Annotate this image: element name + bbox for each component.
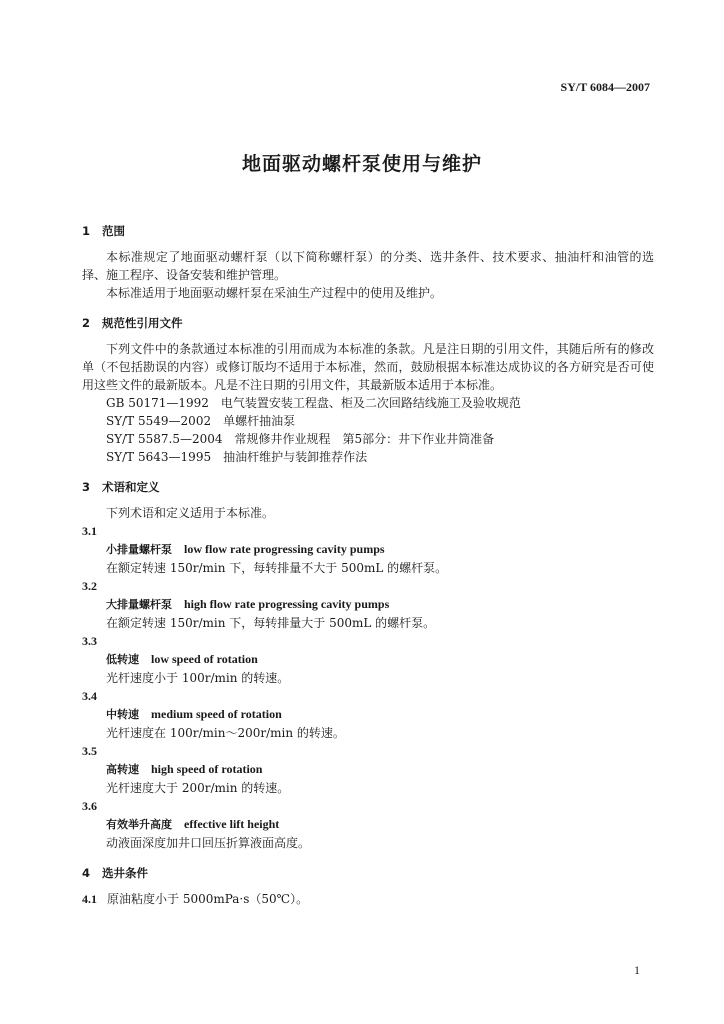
term-en: effective lift height [184,817,280,831]
section-title: 选井条件 [102,866,149,880]
term-heading [82,540,654,559]
term-cn: 高转速 [106,763,139,776]
section-number: 1 [82,224,91,238]
term-number: 3.6 [82,799,97,813]
term-number: 3.4 [82,689,97,703]
term-definition: 在额定转速 150r/min 下，每转排量大于 500mL 的螺杆泵。 [106,616,436,630]
paragraph: 下列文件中的条款通过本标准的引用而成为本标准的条款。凡是注日期的引用文件，其随后所有的修改单（不包括勘误的内容）或修订版均不适用于本标准，然而，鼓励根据本标准达成协议的各方研究是否可使用这些文件的最新版本。凡是不注日期的引用文件，其最新版本适用于本标准。 [82,342,654,392]
term-definition: 光杆速度大于 200r/min 的转速。 [106,781,290,795]
section-number: 3 [82,480,91,494]
reference-item: SY/T 5587.5—2004 常规修井作业规程 第5部分：井下作业井筒准备 [106,432,495,446]
clause-4-1 [82,890,654,908]
section-2-heading [82,314,654,332]
paragraph: 下列术语和定义适用于本标准。 [106,506,275,520]
term-en: high flow rate progressing cavity pumps [184,597,390,611]
section-3-heading [82,478,654,496]
term-heading [82,650,654,669]
clause-text: 原油粘度小于 5000mPa·s（50℃）。 [107,892,309,906]
section-number: 4 [82,866,91,880]
term-number: 3.2 [82,579,97,593]
term-definition: 光杆速度在 100r/min～200r/min 的转速。 [106,726,345,740]
term-heading [82,815,654,834]
term-definition: 动液面深度加井口回压折算液面高度。 [106,836,311,850]
term-cn: 中转速 [106,708,139,721]
term-number: 3.5 [82,744,97,758]
section-title: 规范性引用文件 [102,316,183,330]
clause-number: 4.1 [82,892,97,906]
term-cn: 大排量螺杆泵 [106,598,172,611]
section-title: 术语和定义 [102,480,160,494]
term-cn: 有效举升高度 [106,818,172,831]
reference-item: GB 50171—1992 电气装置安装工程盘、柜及二次回路结线施工及验收规范 [106,396,521,410]
reference-item: SY/T 5643—1995 抽油杆维护与装卸推荐作法 [106,450,368,464]
term-en: low speed of rotation [151,652,258,666]
term-heading [82,760,654,779]
term-en: medium speed of rotation [151,707,282,721]
term-definition: 光杆速度小于 100r/min 的转速。 [106,671,290,685]
section-number: 2 [82,316,91,330]
term-cn: 小排量螺杆泵 [106,543,172,556]
document-title: 地面驱动螺杆泵使用与维护 [241,153,482,175]
term-cn: 低转速 [106,653,139,666]
section-title: 范围 [102,224,126,238]
term-number: 3.3 [82,634,97,648]
paragraph: 本标准适用于地面驱动螺杆泵在采油生产过程中的使用及维护。 [106,286,443,300]
section-1-heading [82,222,654,240]
term-heading [82,705,654,724]
term-number: 3.1 [82,524,97,538]
term-en: low flow rate progressing cavity pumps [184,542,385,556]
standard-code: SY/T 6084—2007 [560,80,650,94]
page-number: 1 [634,963,640,977]
reference-item: SY/T 5549—2002 单螺杆抽油泵 [106,414,296,428]
document-body [82,222,654,908]
term-heading [82,595,654,614]
paragraph: 本标准规定了地面驱动螺杆泵（以下简称螺杆泵）的分类、选井条件、技术要求、抽油杆和油管的选择、施工程序、设备安装和维护管理。 [82,250,654,282]
section-4-heading [82,864,654,882]
term-definition: 在额定转速 150r/min 下，每转排量不大于 500mL 的螺杆泵。 [106,561,448,575]
term-en: high speed of rotation [151,762,263,776]
